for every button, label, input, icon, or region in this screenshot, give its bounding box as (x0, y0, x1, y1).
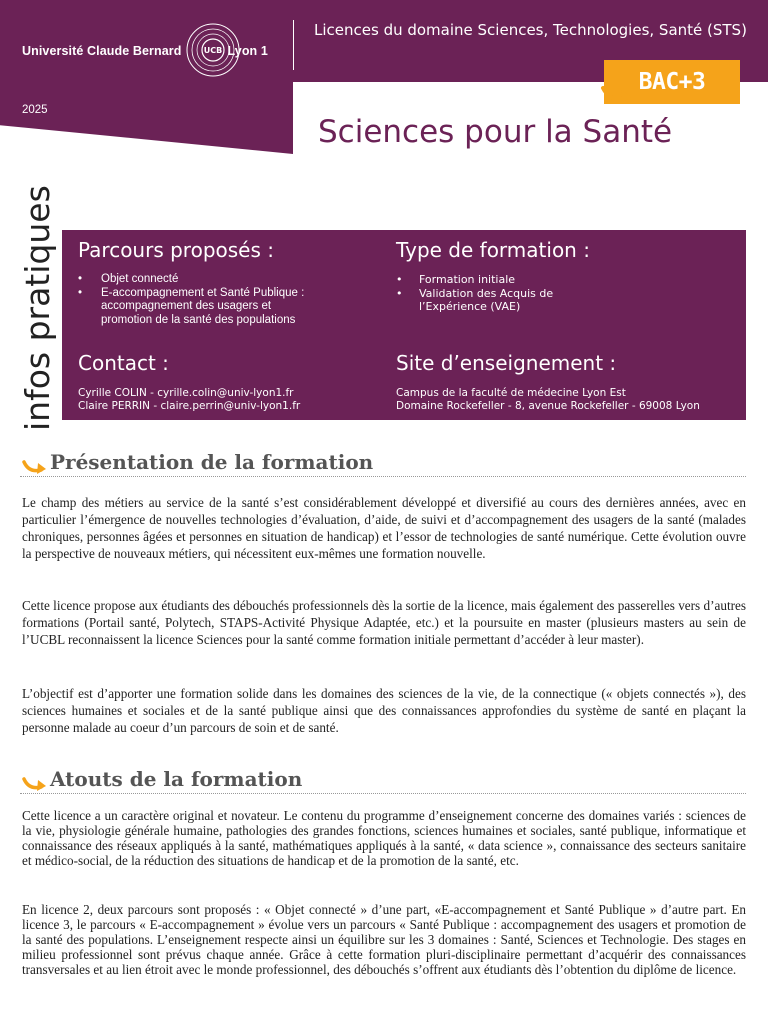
site-line: Domaine Rockefeller - 8, avenue Rockefeller - 69008 Lyon (396, 400, 700, 412)
contact-heading: Contact : (78, 351, 169, 375)
paragraph: L’objectif est d’apporter une formation solide dans les domaines des sciences de la vie, de la connectique (« objets connectés »), des sciences humaines et sociales et de la santé publique ainsi que des connaissances approfondies du système de santé en plaçant la personne malade au coeur d’un parcours de soin et de santé. (22, 686, 746, 735)
atouts-section-header (20, 767, 746, 795)
site-line: Campus de la faculté de médecine Lyon Est (396, 387, 626, 399)
presentation-section-header (20, 450, 746, 478)
paragraph: Le champ des métiers au service de la santé s’est considérablement développé et diversifié au cours des dernières années, avec en particulier l’émergence de nouvelles technologies d’évaluation, d’aide, de suivi et d’accompagnement des usagers de la santé (malades chroniques, personnes âgées et personnes en situation de handicap) et l’essor de technologies de santé numérique. Cette évolution ouvre la perspective de nouveaux métiers, qui nécessitent eux-mêmes une formation nouvelle. (22, 495, 746, 561)
parcours-heading: Parcours proposés : (78, 238, 274, 262)
page-title: Sciences pour la Santé (318, 114, 673, 150)
orange-arrow-icon (22, 454, 48, 476)
orange-arrow-icon (22, 771, 48, 793)
year: 2025 (22, 104, 48, 116)
header-divider (293, 20, 294, 70)
university-logo-icon (185, 22, 241, 78)
university-name: Université Claude Bernard Lyon 1 (22, 44, 268, 58)
level-badge: BAC+3 (604, 60, 740, 104)
section-title: Atouts de la formation (50, 767, 303, 791)
info-box (62, 230, 746, 420)
contact-line: Cyrille COLIN - cyrille.colin@univ-lyon1.fr (78, 387, 294, 399)
parcours-list (78, 273, 308, 327)
side-title: infos pratiques (18, 185, 57, 431)
logo-text: UCB (203, 46, 223, 55)
list-item: • Validation des Acquis de l’Expérience (VAE) (396, 287, 576, 314)
formation-heading: Type de formation : (396, 238, 590, 262)
domain-title: Licences du domaine Sciences, Technologies, Santé (STS) (314, 21, 747, 39)
paragraph: En licence 2, deux parcours sont proposés : « Objet connecté » d’une part, «E-accompagnement et Santé Publique » d’autre part. En licence 3, le parcours « E-accompagnement » évolue vers un parcours « Santé Publique : accompagnement des usagers et promotion de la santé des populations. L’enseignement respecte ainsi un équilibre sur les 3 domaines : Santé, Sciences et Technologie. Des stages en milieu professionnel sont prévus chaque année. Grâce à cette formation pluri-disciplinaire permettant d’acquérir des connaissances transversales et au lien étroit avec le monde professionnel, des débouchés s’offrent aux étudiants dès l’obtention du diplôme de licence. (22, 902, 746, 977)
list-item: • Formation initiale (396, 273, 576, 287)
list-item: • E-accompagnement et Santé Publique : accompagnement des usagers et promotion de la santé des populations (78, 287, 308, 328)
paragraph: Cette licence a un caractère original et novateur. Le contenu du programme d’enseignement concerne des domaines variés : sciences de la vie, physiologie générale humaine, pathologies des grandes fonctions, sciences humaines et sociales, santé publique, informatique et connaissance des réseaux appliqués à la santé, mathématiques appliqués à la santé, « data science », connaissance des secteurs sanitaire et médico-social, de la réduction des situations de handicap et de la promotion de la santé, etc. (22, 808, 746, 868)
paragraph: Cette licence propose aux étudiants des débouchés professionnels dès la sortie de la licence, mais également des passerelles vers d’autres formations (Portail santé, Polytech, STAPS-Activité Physique Adaptée, etc.) et la poursuite en master (plusieurs masters au sein de l’UCBL reconnaissent la licence Sciences pour la santé comme formation initiale permettant d’accéder à leur master). (22, 598, 746, 647)
contact-line: Claire PERRIN - claire.perrin@univ-lyon1.fr (78, 400, 301, 412)
list-item: • Objet connecté (78, 273, 308, 287)
header-left-panel (0, 82, 293, 154)
section-title: Présentation de la formation (50, 450, 374, 474)
orange-arrow-icon (600, 78, 634, 106)
site-heading: Site d’enseignement : (396, 351, 617, 375)
section-divider (20, 476, 746, 477)
formation-list (396, 273, 576, 314)
section-divider (20, 793, 746, 794)
